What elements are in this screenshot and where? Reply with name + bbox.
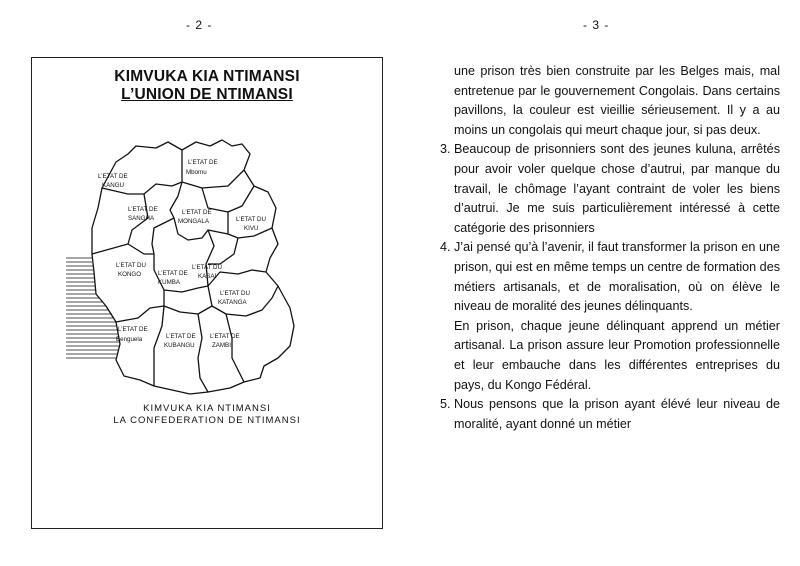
item-4-extra-paragraph: En prison, chaque jeune délinquant apprend un métier artisanal. La prison assure leur Promotion professionnelle et leur embauche dans les différentes entreprises du pays, du Kongo Fédéral. [454,318,780,392]
region-label-kongo: L’ETAT DU KONGO [116,262,146,278]
item-text-4: J’ai pensé qu’à l’avenir, il faut transformer la prison en une prison, qui est en même temps un centre de formation des métiers artisanals, et de moralisation, où on élève le niveau de moralité des jeunes délinquants. [454,240,780,314]
region-label-mongala: L’ETAT DE MONGALA [178,209,212,225]
region-label-kumba: L’ETAT DE KUMBA [158,270,188,286]
body-text-column [440,62,780,434]
continuation-paragraph: une prison très bien construite par les Belges mais, mal entretenue par le gouvernement Congolais. Dans certains pavillons, la couleur est vieillie sérieusement. Il y a au moins un congolais qui meurt chaque jour, si pas deux. [454,64,780,137]
list-item-5 [440,395,780,434]
region-label-mbomu: L’ETAT DE Mbomu [186,159,218,176]
item-number-4: 4. [440,240,451,255]
region-label-zambi: L’ETAT DE ZAMBI [210,333,240,349]
item-text-3: Beaucoup de prisonniers sont des jeunes kuluna, arrêtés pour avoir voler quelque chose d’autrui, par manque du travail, le chômage l’ayant contraint de voler les biens d’autrui. Je me suis particulièrement intéressé à cette catégorie des prisonniers [454,142,780,235]
region-label-kubangu: L’ETAT DE KUBANGU [164,333,196,349]
confederation-map [32,58,384,530]
item-number-3: 3. [440,142,451,157]
map-subtitle: L’UNION DE NTIMANSI [121,86,293,103]
item-number-5: 5. [440,397,451,412]
list-item-4 [440,238,780,316]
region-label-kasai: L’ETAT DU KASAI [192,264,222,280]
page-number-left: - 2 - [186,18,213,32]
region-label-sangha: L’ETAT DE SANGHA [128,206,158,222]
map-caption-line2: LA CONFEDERATION DE NTIMANSI [113,415,301,426]
map-title: KIMVUKA KIA NTIMANSI [114,68,300,85]
region-label-benguela: L’ETAT DE Benguela [116,326,148,343]
map-frame [31,57,383,529]
map-caption-line1: KIMVUKA KIA NTIMANSI [143,403,271,414]
region-label-katanga: L’ETAT DU KATANGA [218,290,250,306]
region-label-kivu: L’ETAT DU KIVU [236,216,266,232]
page-number-right: - 3 - [583,18,610,32]
item-text-5: Nous pensons que la prison ayant élévé leur niveau de moralité, ayant donné un métier [454,397,780,431]
region-label-kangu: L’ETAT DE KANGU [98,173,128,189]
list-item-3 [440,140,780,238]
